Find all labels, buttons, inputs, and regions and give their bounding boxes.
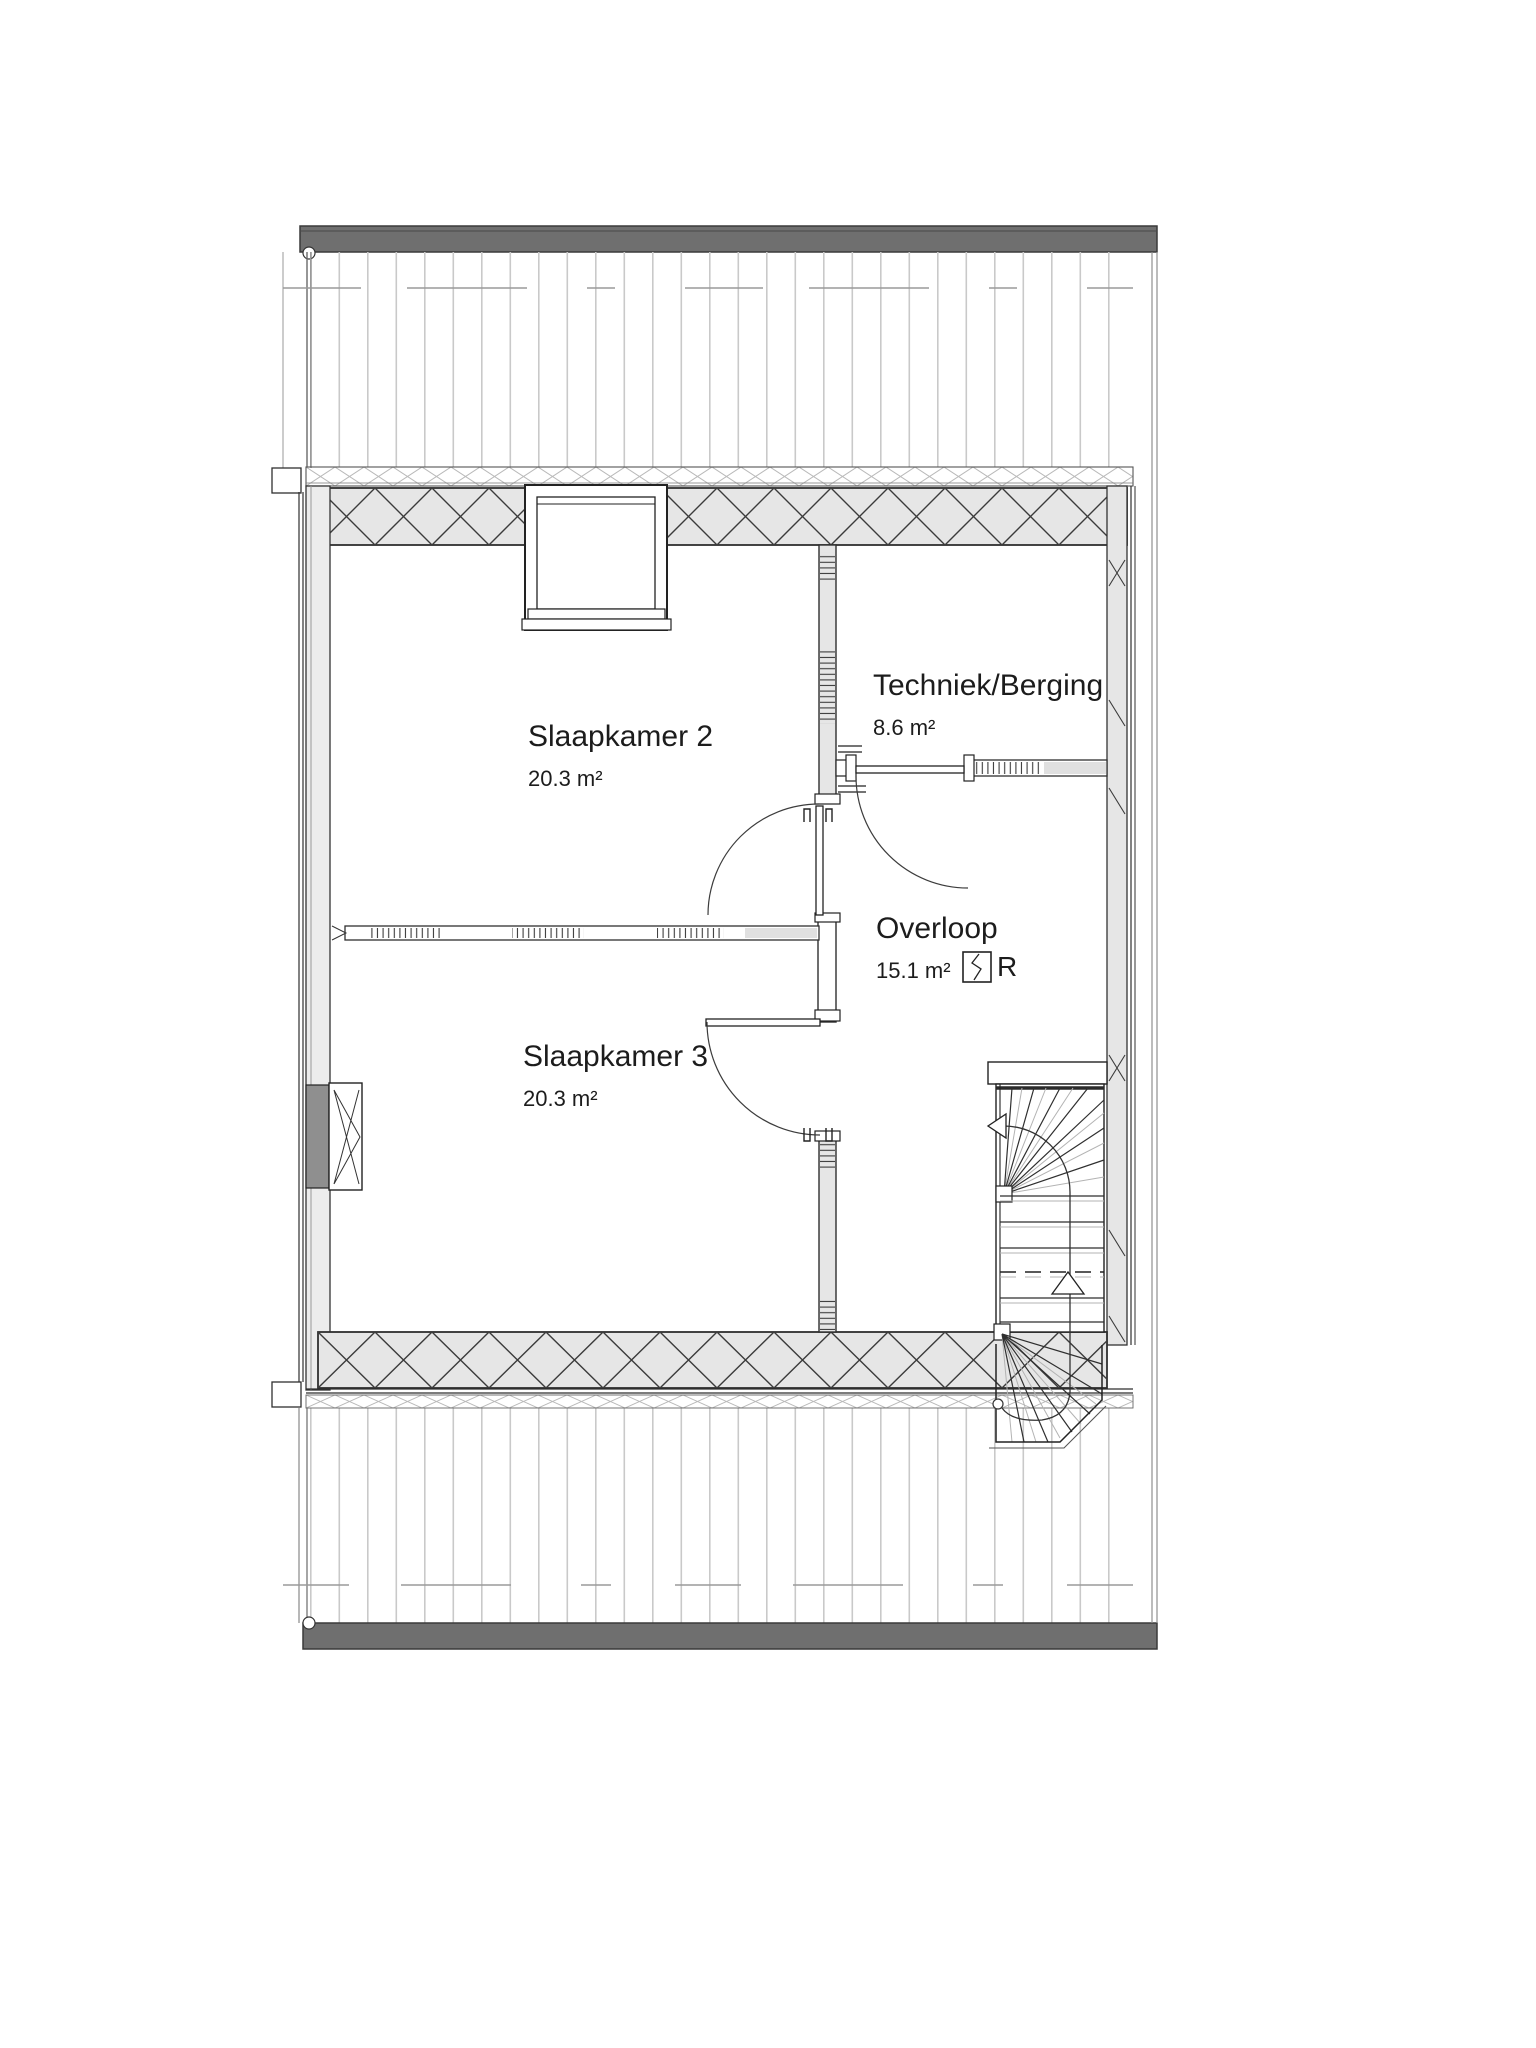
wall-bottom-exterior (318, 1332, 1107, 1388)
dormer-window (522, 485, 671, 630)
roof-edge-right (1152, 252, 1157, 1623)
room-area: 20.3 m² (523, 1086, 598, 1111)
room-label-techniek-berging (873, 671, 1103, 739)
room-name: Overloop (876, 912, 998, 945)
room-name: Techniek/Berging (873, 669, 1104, 702)
room-name: Slaapkamer 3 (523, 1040, 709, 1073)
wall-slaapkamer-divider (332, 926, 819, 940)
roof-plane-bottom (283, 1408, 1133, 1623)
door-slaapkamer-3 (706, 1019, 832, 1141)
room-area: 15.1 m² (876, 958, 951, 983)
wall-right-exterior (1107, 486, 1135, 1345)
door-techniek-berging (856, 766, 968, 888)
room-area: 20.3 m² (528, 766, 603, 791)
room-label-slaapkamer-2 (528, 722, 713, 790)
room-area: 8.6 m² (873, 715, 936, 740)
wall-left-exterior (299, 486, 330, 1390)
room-label-overloop (876, 914, 998, 982)
left-wall-window (306, 1083, 362, 1190)
wall-top-exterior (318, 488, 1127, 545)
door-slaapkamer-2 (708, 804, 832, 915)
smoke-detector-label: R (997, 951, 1018, 982)
room-name: Slaapkamer 2 (528, 720, 714, 753)
roof-plane-top (283, 252, 1133, 468)
room-label-slaapkamer-3 (523, 1042, 708, 1110)
